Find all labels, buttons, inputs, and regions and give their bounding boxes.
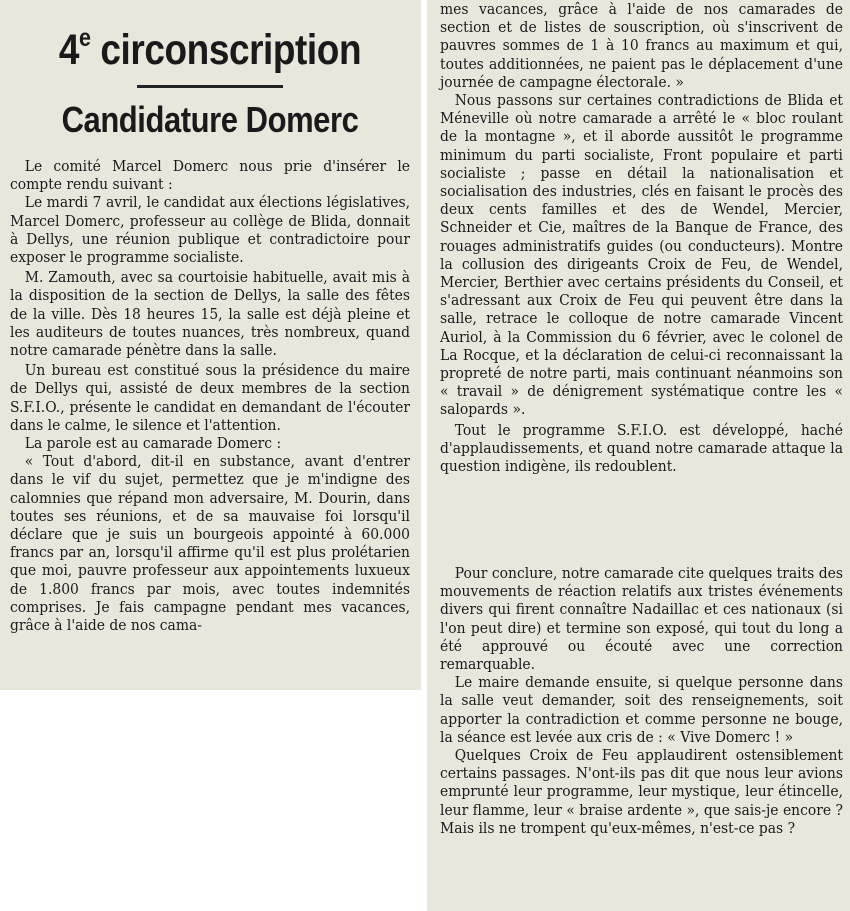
- paragraph: Un bureau est constitué sous la présidence du maire de Dellys qui, assisté de deux membres de la section S.F.I.O., présente le candidat en demandant de l'écouter dans le calme, le silence et l'attention.: [10, 361, 411, 434]
- paragraph: mes vacances, grâce à l'aide de nos camarades de section et de listes de souscription, où s'inscrivent de pauvres sommes de 1 à 10 francs au maximum et qui, toutes additionnées, ne paient pas le déplacement d'une journée de campagne électorale. »: [440, 0, 844, 91]
- right-bottom-column: [440, 564, 843, 837]
- article-right-bottom-clipping: [427, 562, 850, 911]
- headline-rule: [137, 85, 283, 88]
- paragraph: La parole est au camarade Domerc :: [24, 434, 282, 453]
- paragraph: Pour conclure, notre camarade cite quelques traits des mouvements de réaction relatifs aux tristes événements divers qui firent connaître Nadaillac et ces nationaux (si l'on peut dire) et termine son exposé, qui tout du long a été approuvé ou écouté avec une correction remarquable.: [440, 564, 844, 674]
- headline-word: circonscription: [100, 26, 362, 74]
- article-right-top-clipping: [427, 0, 850, 562]
- paragraph: Quelques Croix de Feu applaudirent ostensiblement certains passages. N'ont-ils pas dit que nous leur avions emprunté leur programme, leur mystique, leur étincelle, leur flamme, leur « braise ardente », que sais-je encore ? Mais ils ne trompent qu'eux-mêmes, n'est-ce pas ?: [440, 746, 844, 837]
- subheadline: Candidature Domerc: [61, 99, 359, 140]
- headline-superscript: e: [79, 24, 91, 52]
- headline-number: 4: [58, 26, 80, 74]
- article-left-clipping: [0, 0, 421, 690]
- paragraph: Le maire demande ensuite, si quelque personne dans la salle veut demander, soit des renseignements, soit apporter la contradiction et comme personne ne bouge, la séance est levée aux cris de : « Vive Domerc ! »: [440, 673, 844, 746]
- paragraph: « Tout d'abord, dit-il en substance, avant d'entrer dans le vif du sujet, permettez que je m'indigne des calomnies que répand mon adversaire, M. Dourin, dans toutes ses réunions, et de sa mauvaise foi lorsqu'il déclare que je suis un bourgeois appointé à 60.000 francs par an, lorsqu'il affirme qu'il est plus prolétarien que moi, pauvre professeur aux appointements luxueux de 1.800 francs par mois, avec toutes indemnités comprises. Je fais campagne pendant mes vacances, grâce à l'aide de nos cama-: [10, 452, 411, 635]
- paragraph: Le comité Marcel Domerc nous prie d'insérer le compte rendu suivant :: [10, 157, 411, 194]
- paragraph: Nous passons sur certaines contradictions de Blida et Méneville où notre camarade a arrêté le « bloc roulant de la montagne », et il aborde aussitôt le programme minimum du parti socialiste, Front populaire et parti socialiste ; passe en détail la nationalisation et socialisation des industries, clés en faisant le procès des deux cents familles et des de Wendel, Mercier, Schneider et Cie, maîtres de la Banque de France, des rouages administratifs guides (ou conducteurs). Montre la collusion des dirigeants Croix de Feu, de Wendel, Mercier, Berthier avec certains présidents du Conseil, et s'adressant aux Croix de Feu qui peuvent être dans la salle, retrace le colloque de notre camarade Vincent Auriol, à la Commission du 6 février, avec le colonel de La Rocque, et la déclaration de celui-ci reconnaissant la propreté de notre parti, mais continuant néanmoins son « travail » de dénigrement systématique contre les « salopards ».: [440, 91, 844, 419]
- right-top-column: [440, 0, 843, 475]
- paragraph: M. Zamouth, avec sa courtoisie habituelle, avait mis à la disposition de la section de Dellys, la salle des fêtes de la ville. Dès 18 heures 15, la salle est déjà pleine et les auditeurs de toutes nuances, très nombreux, quand notre camarade pénètre dans la salle.: [10, 268, 411, 360]
- paragraph: Tout le programme S.F.I.O. est développé, haché d'applaudissements, et quand notre camarade attaque la question indigène, ils redoublent.: [440, 420, 844, 476]
- left-column: [10, 0, 410, 634]
- headline: [38, 10, 382, 78]
- paragraph: Le mardi 7 avril, le candidat aux élections législatives, Marcel Domerc, professeur au collège de Blida, donnait à Dellys, une réunion publique et contradictoire pour exposer le programme socialiste.: [10, 193, 411, 267]
